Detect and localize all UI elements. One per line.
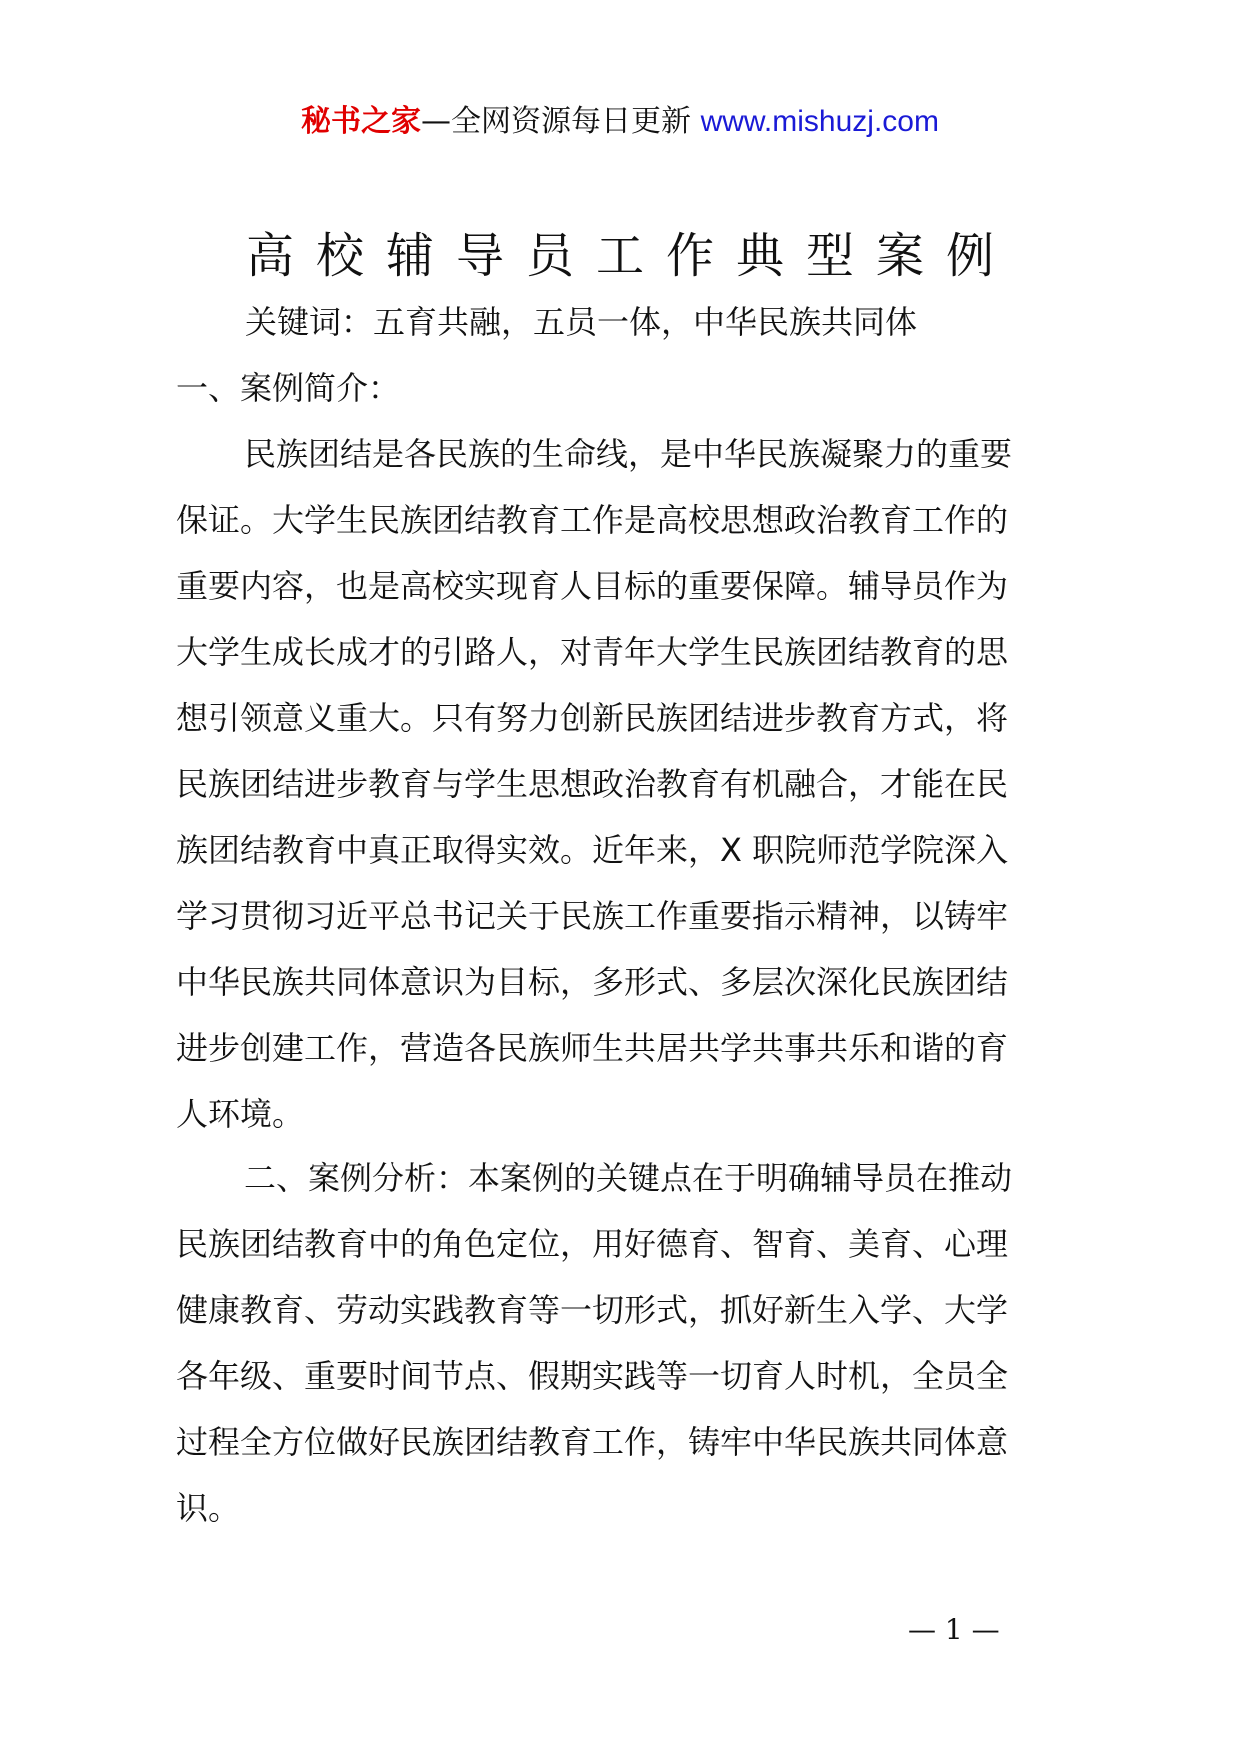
paragraph-introduction: [176, 432, 1076, 1158]
paragraph-line: 二、案例分析：本案例的关键点在于明确辅导员在推动: [244, 1159, 1013, 1197]
paragraph-line: 民族团结是各民族的生命线，是中华民族凝聚力的重要: [244, 435, 1013, 473]
paragraph-line: 人环境。: [176, 1095, 305, 1133]
paragraph-line: 重要内容，也是高校实现育人目标的重要保障。辅导员作为: [176, 567, 1009, 605]
paragraph-line: 过程全方位做好民族团结教育工作，铸牢中华民族共同体意: [176, 1423, 1009, 1461]
paragraph-line: 中华民族共同体意识为目标，多形式、多层次深化民族团结: [176, 963, 1009, 1001]
watermark-brand: 秘书之家: [301, 104, 422, 139]
paragraph-line: 识。: [176, 1489, 241, 1527]
paragraph-analysis: [176, 1156, 1076, 1552]
paragraph-line: 想引领意义重大。只有努力创新民族团结进步教育方式，将: [176, 699, 1009, 737]
paragraph-line: 健康教育、劳动实践教育等一切形式，抓好新生入学、大学: [176, 1291, 1009, 1329]
document-keywords: 关键词：五育共融，五员一体，中华民族共同体: [245, 303, 918, 341]
section-heading-introduction: 一、案例简介：: [176, 369, 401, 407]
watermark-header: [0, 102, 1240, 142]
paragraph-line: 保证。大学生民族团结教育工作是高校思想政治教育工作的: [176, 501, 1009, 539]
paragraph-line: 各年级、重要时间节点、假期实践等一切育人时机，全员全: [176, 1357, 1009, 1395]
paragraph-line: 大学生成长成才的引路人，对青年大学生民族团结教育的思: [176, 633, 1009, 671]
paragraph-line: 学习贯彻习近平总书记关于民族工作重要指示精神，以铸牢: [176, 897, 1009, 935]
document-title: 高校辅导员工作典型案例: [245, 228, 1016, 284]
paragraph-line: 民族团结教育中的角色定位，用好德育、智育、美育、心理: [176, 1225, 1009, 1263]
watermark-url[interactable]: www.mishuzj.com: [700, 105, 939, 138]
paragraph-line: 族团结教育中真正取得实效。近年来，X 职院师范学院深入: [176, 831, 1009, 869]
paragraph-line: 进步创建工作，营造各民族师生共居共学共事共乐和谐的育: [176, 1029, 1009, 1067]
watermark-text: —全网资源每日更新: [421, 104, 701, 139]
paragraph-line: 民族团结进步教育与学生思想政治教育有机融合，才能在民: [176, 765, 1009, 803]
page-number: — 1 —: [908, 1613, 1000, 1646]
